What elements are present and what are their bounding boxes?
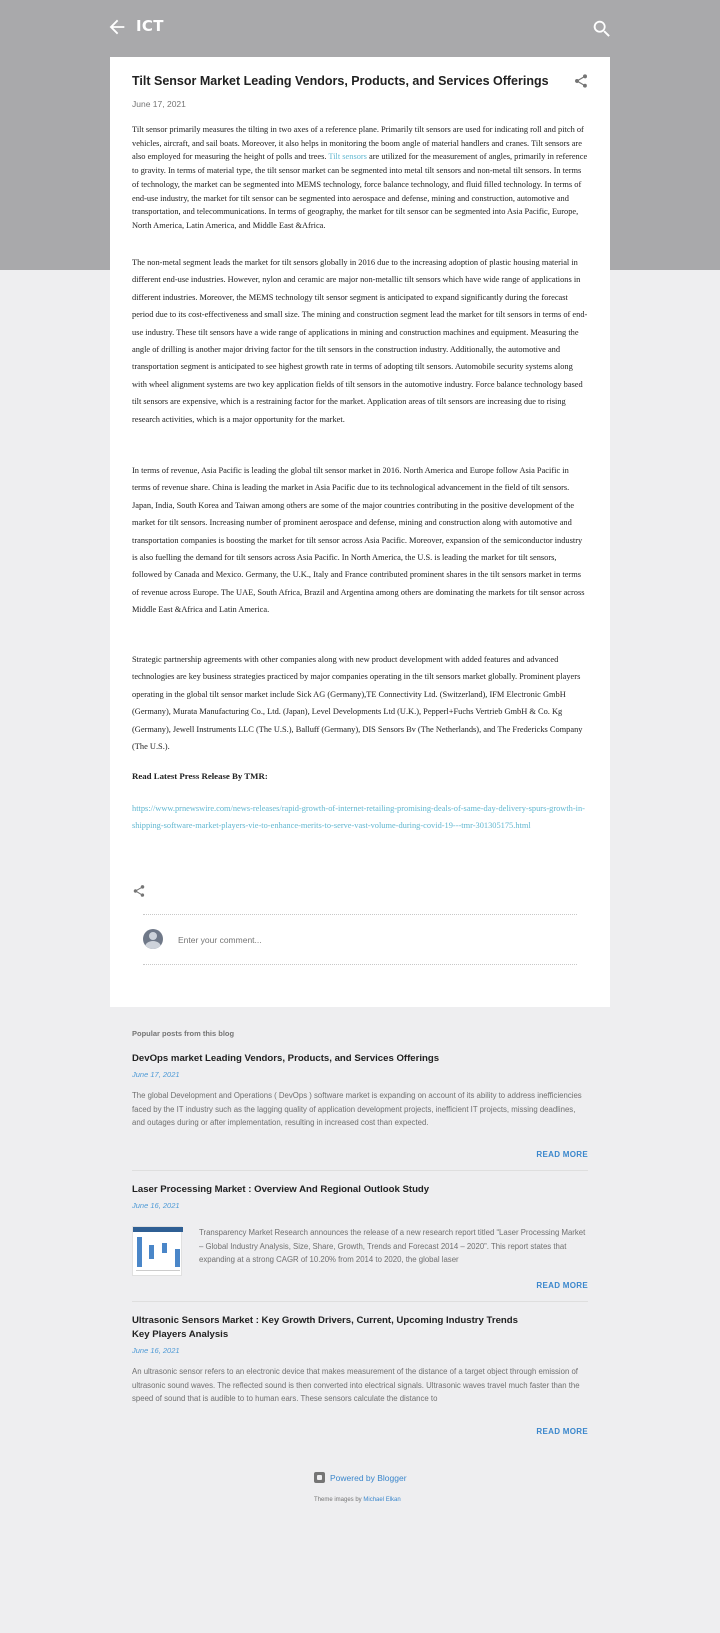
search-button[interactable] bbox=[591, 18, 613, 40]
divider bbox=[132, 1170, 588, 1171]
popular-post-date[interactable]: June 17, 2021 bbox=[132, 1070, 180, 1079]
comment-input[interactable] bbox=[178, 932, 558, 948]
popular-post-snippet bbox=[199, 1226, 588, 1267]
divider bbox=[143, 914, 577, 915]
post-title: Tilt Sensor Market Leading Vendors, Products, and Services Offerings bbox=[132, 74, 549, 88]
share-icon bbox=[573, 73, 589, 89]
popular-post-date[interactable]: June 16, 2021 bbox=[132, 1346, 180, 1355]
popular-post-title[interactable]: Laser Processing Market : Overview And Regional Outlook Study bbox=[132, 1184, 430, 1195]
press-release-heading: Read Latest Press Release By TMR: bbox=[132, 771, 268, 781]
blogger-icon bbox=[314, 1472, 325, 1483]
popular-post-snippet-text: Transparency Market Research announces the release of a new research report titled “Laser Processing Market – Global Industry Analysis, Size, Share, Growth, Trends and Forecast 2014 – 2020”. This report states that expanding at a strong CAGR of 10.20% from 2014 to 2020, the global laser bbox=[199, 1228, 586, 1265]
paragraph-2: The non-metal segment leads the market for tilt sensors globally in 2016 due to the increasing adoption of plastic housing material in different end-use industries. However, nylon and ceramic are major non-metallic tilt sensors which have wide range of applications in different industries. Moreover, the MEMS technology tilt sensor segment is anticipated to expand significantly during the forecast period due to its cost-effectiveness and small size. The mining and construction segment lead the market for tilt sensors in terms of end-use industry. These tilt sensors have a wide range of applications in mining and construction machines and equipment. Measuring the angle of drilling is another major driving factor for the tilt sensors in the construction industry. Additionally, the automotive and transportation segment is anticipated to see highest growth rate in terms of adopting tilt sensors. Automobile security systems along with wheel alignment systems are two key application fields of tilt sensors in the automotive industry. Force balance technology based tilt sensors are expensive, which is a restraining factor for the market. Application areas of tilt sensors are increasing due to rising research activities, which is a major opportunity for the market. bbox=[132, 258, 588, 424]
search-icon bbox=[591, 18, 613, 40]
press-release-link[interactable]: https://www.prnewswire.com/news-releases/rapid-growth-of-internet-retailing-promising-deals-of-same-day-delivery-spurs-growth-in-shipping-software-market-players-vie-to-enhance-merits-to-serve-vast-volume-during-covid-19---tmr-301305175.html bbox=[132, 804, 585, 831]
paragraph-1-start: Tilt sensor primarily measures the tilting in two axes of a reference plane. Primarily tilt sensors are used for indicating roll and pitch of vehicles, aircraft, and sail boats. Moreover, it also helps in monitoring the boom angle of material handlers and cranes. Tilt sensors are also employed for measuring the height of polls and trees. bbox=[132, 125, 584, 162]
theme-credit bbox=[314, 1497, 401, 1503]
post-date: June 17, 2021 bbox=[132, 99, 186, 109]
popular-post-title[interactable]: DevOps market Leading Vendors, Products, and Services Offerings bbox=[132, 1053, 440, 1064]
powered-by-blogger-link[interactable] bbox=[314, 1472, 407, 1483]
powered-by-label: Powered by Blogger bbox=[330, 1472, 407, 1483]
paragraph-1-end: are utilized for the measurement of angles, primarily in reference to gravity. In terms of material type, the tilt sensor market can be segmented into metal tilt sensors and non-metal tilt sensors. In terms of technology, the market can be segmented into MEMS technology, force balance technology, and fluid filled technology. In terms of end-use industry, the market for tilt sensor can be segmented into aerospace and defense, mining and construction, automotive and transportation, and telecommunications. In terms of geography, the market for tilt sensor can be segmented into Asia Pacific, Europe, North America, Latin America, and Middle East &Africa. bbox=[132, 152, 588, 230]
site-title[interactable]: ICT bbox=[136, 17, 164, 35]
popular-post-2 bbox=[132, 1183, 588, 1293]
avatar bbox=[143, 929, 163, 949]
popular-post-snippet-text: An ultrasonic sensor refers to an electronic device that makes measurement of the distance of a target object through emission of ultrasonic sound waves. The reflected sound is then converted into electrical signals. Ultrasonic waves travel much faster than the speed of sound that is audible to to human ears. These sensors calculate the distance to bbox=[132, 1367, 580, 1404]
share-icon bbox=[132, 884, 146, 898]
popular-post-1 bbox=[132, 1052, 588, 1162]
paragraph-3: In terms of revenue, Asia Pacific is leading the global tilt sensor market in 2016. North America and Europe follow Asia Pacific in terms of revenue share. China is leading the market in Asia Pacific due to its technological advancement in the field of tilt sensors. Japan, India, South Korea and Taiwan among others are some of the major countries contributing in the positive development of the market for tilt sensors. Increasing number of prominent aerospace and defense, mining and construction along with automotive and transportation companies is boosting the market for tilt sensor across Asia Pacific. Moreover, expansion of the semiconductor industry is also fuelling the demand for tilt sensors across Asia Pacific. In North America, the U.S. is leading the market for tilt sensors, followed by Canada and Mexico. Germany, the U.K., Italy and France contributed prominent shares in the tilt sensors market in terms of revenue across Europe. The UAE, South Africa, Brazil and Argentina among others are dominating the markets for tilt sensor across Middle East &Africa and Latin America. bbox=[132, 466, 585, 615]
popular-post-snippet bbox=[132, 1089, 588, 1130]
share-button-bottom[interactable] bbox=[132, 884, 146, 898]
read-more-button[interactable]: READ MORE bbox=[536, 1427, 588, 1436]
read-more-button[interactable]: READ MORE bbox=[536, 1281, 588, 1290]
divider bbox=[132, 1301, 588, 1302]
tilt-sensors-link[interactable]: Tilt sensors bbox=[328, 152, 367, 162]
paragraph-1 bbox=[132, 123, 588, 233]
theme-author-link[interactable]: Michael Elkan bbox=[363, 1497, 401, 1503]
paragraph-4: Strategic partnership agreements with other companies along with new product development with added features and advanced technologies are key business strategies practiced by major companies operating in the tilt sensors market globally. Prominent players operating in the global tilt sensor market include Sick AG (Germany),TE Connectivity Ltd. (Switzerland), IFM Electronic GmbH (Germany), Murata Manufacturing Co., Ltd. (Japan), Level Developments Ltd (U.K.), Pepperl+Fuchs Vertrieb GmbH & Co. Kg (Germany), Jewell Instruments LLC (The U.S.), Balluff (Germany), DIS Sensors Bv (The Netherlands), and The Fredericks Company (The U.S.). bbox=[132, 655, 583, 752]
arrow-left-icon bbox=[106, 16, 128, 38]
post-card bbox=[110, 57, 610, 1007]
read-more-button[interactable]: READ MORE bbox=[536, 1150, 588, 1159]
divider bbox=[143, 964, 577, 965]
popular-post-3 bbox=[132, 1314, 588, 1439]
share-button-top[interactable] bbox=[573, 73, 589, 89]
popular-post-title[interactable]: Ultrasonic Sensors Market : Key Growth Drivers, Current, Upcoming Industry Trends Key Players Analysis bbox=[132, 1315, 518, 1340]
popular-post-snippet bbox=[132, 1365, 588, 1406]
back-button[interactable] bbox=[106, 16, 128, 38]
popular-posts-heading: Popular posts from this blog bbox=[132, 1029, 235, 1038]
popular-post-snippet-text: The global Development and Operations ( DevOps ) software market is expanding on account of its ability to address inefficiencies faced by the IT industry such as the lagging quality of application development projects, inefficient IT projects, missing deadlines, and outages during or after implementation, resulting in increased cost than expected. bbox=[132, 1091, 582, 1128]
popular-post-date[interactable]: June 16, 2021 bbox=[132, 1201, 180, 1210]
post-thumbnail[interactable] bbox=[132, 1226, 182, 1276]
theme-credit-prefix: Theme images by bbox=[314, 1497, 364, 1503]
top-bar bbox=[0, 0, 720, 56]
